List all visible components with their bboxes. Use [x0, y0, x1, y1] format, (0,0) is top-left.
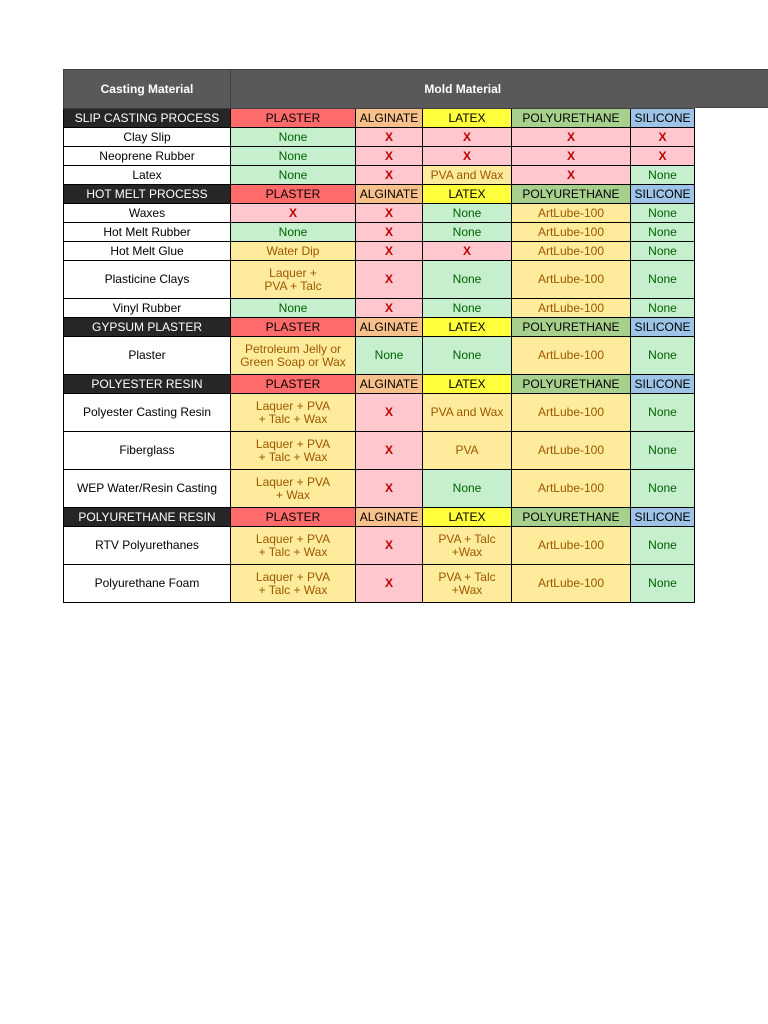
cell-polyurethane: X: [512, 166, 631, 185]
mold-header-latex: LATEX: [423, 318, 512, 337]
cell-polyurethane: ArtLube-100: [512, 394, 631, 432]
cell-silicone: None: [631, 565, 695, 603]
cell-silicone: None: [631, 337, 695, 375]
table-row: [64, 204, 695, 223]
cell-latex: PVA and Wax: [423, 394, 512, 432]
cell-alginate: X: [356, 527, 423, 565]
mold-material-header: Mold Material: [231, 70, 695, 109]
cell-polyurethane: ArtLube-100: [512, 527, 631, 565]
casting-material-label: WEP Water/Resin Casting: [64, 470, 231, 508]
mold-header-silicone: SILICONE: [631, 375, 695, 394]
cell-alginate: X: [356, 223, 423, 242]
section-label: GYPSUM PLASTER: [64, 318, 231, 337]
mold-header-polyurethane: POLYURETHANE: [512, 318, 631, 337]
mold-header-latex: LATEX: [423, 375, 512, 394]
cell-plaster: Laquer + PVA + Talc + Wax: [231, 432, 356, 470]
cell-polyurethane: ArtLube-100: [512, 242, 631, 261]
cell-latex: X: [423, 147, 512, 166]
casting-material-label: Plaster: [64, 337, 231, 375]
mold-header-alginate: ALGINATE: [356, 185, 423, 204]
table-row: [64, 261, 695, 299]
mold-header-plaster: PLASTER: [231, 185, 356, 204]
cell-alginate: X: [356, 204, 423, 223]
table-row: [64, 299, 695, 318]
section-header-row: [64, 375, 695, 394]
casting-material-label: Vinyl Rubber: [64, 299, 231, 318]
cell-silicone: None: [631, 394, 695, 432]
cell-polyurethane: ArtLube-100: [512, 299, 631, 318]
cell-silicone: None: [631, 432, 695, 470]
cell-latex: None: [423, 261, 512, 299]
cell-polyurethane: ArtLube-100: [512, 261, 631, 299]
cell-latex: PVA + Talc +Wax: [423, 565, 512, 603]
table-row: [64, 565, 695, 603]
casting-material-label: Latex: [64, 166, 231, 185]
cell-silicone: None: [631, 470, 695, 508]
mold-header-polyurethane: POLYURETHANE: [512, 508, 631, 527]
cell-silicone: None: [631, 527, 695, 565]
section-label: HOT MELT PROCESS: [64, 185, 231, 204]
header-row: [64, 70, 695, 109]
cell-alginate: None: [356, 337, 423, 375]
cell-plaster: Laquer + PVA + Talc: [231, 261, 356, 299]
table-row: [64, 242, 695, 261]
cell-alginate: X: [356, 299, 423, 318]
mold-header-plaster: PLASTER: [231, 508, 356, 527]
section-header-row: [64, 508, 695, 527]
cell-silicone: X: [631, 128, 695, 147]
cell-latex: PVA: [423, 432, 512, 470]
cell-polyurethane: X: [512, 128, 631, 147]
cell-polyurethane: ArtLube-100: [512, 432, 631, 470]
cell-plaster: None: [231, 147, 356, 166]
table-row: [64, 147, 695, 166]
cell-polyurethane: ArtLube-100: [512, 565, 631, 603]
section-header-row: [64, 109, 695, 128]
section-header-row: [64, 185, 695, 204]
mold-header-plaster: PLASTER: [231, 109, 356, 128]
cell-latex: None: [423, 337, 512, 375]
section-label: POLYESTER RESIN: [64, 375, 231, 394]
mold-header-silicone: SILICONE: [631, 109, 695, 128]
casting-material-label: Hot Melt Rubber: [64, 223, 231, 242]
casting-material-header: Casting Material: [64, 70, 231, 109]
cell-plaster: Laquer + PVA + Talc + Wax: [231, 527, 356, 565]
casting-material-label: Fiberglass: [64, 432, 231, 470]
table-row: [64, 223, 695, 242]
mold-header-latex: LATEX: [423, 508, 512, 527]
mold-header-polyurethane: POLYURETHANE: [512, 185, 631, 204]
cell-silicone: None: [631, 204, 695, 223]
cell-plaster: None: [231, 299, 356, 318]
cell-silicone: None: [631, 223, 695, 242]
mold-header-polyurethane: POLYURETHANE: [512, 109, 631, 128]
cell-latex: X: [423, 242, 512, 261]
mold-header-silicone: SILICONE: [631, 318, 695, 337]
mold-header-silicone: SILICONE: [631, 185, 695, 204]
mold-header-alginate: ALGINATE: [356, 375, 423, 394]
mold-header-plaster: PLASTER: [231, 375, 356, 394]
cell-latex: None: [423, 223, 512, 242]
cell-plaster: X: [231, 204, 356, 223]
table-row: [64, 432, 695, 470]
mold-header-plaster: PLASTER: [231, 318, 356, 337]
cell-polyurethane: ArtLube-100: [512, 337, 631, 375]
cell-alginate: X: [356, 147, 423, 166]
casting-material-label: Neoprene Rubber: [64, 147, 231, 166]
mold-header-polyurethane: POLYURETHANE: [512, 375, 631, 394]
section-header-row: [64, 318, 695, 337]
cell-plaster: Petroleum Jelly or Green Soap or Wax: [231, 337, 356, 375]
casting-material-label: RTV Polyurethanes: [64, 527, 231, 565]
mold-header-latex: LATEX: [423, 185, 512, 204]
mold-compatibility-table: [63, 69, 695, 603]
cell-alginate: X: [356, 432, 423, 470]
table-row: [64, 128, 695, 147]
casting-material-label: Plasticine Clays: [64, 261, 231, 299]
cell-plaster: Water Dip: [231, 242, 356, 261]
cell-silicone: X: [631, 147, 695, 166]
cell-alginate: X: [356, 394, 423, 432]
table-row: [64, 470, 695, 508]
casting-material-label: Clay Slip: [64, 128, 231, 147]
cell-polyurethane: X: [512, 147, 631, 166]
cell-silicone: None: [631, 166, 695, 185]
casting-material-label: Waxes: [64, 204, 231, 223]
cell-polyurethane: ArtLube-100: [512, 470, 631, 508]
mold-header-alginate: ALGINATE: [356, 508, 423, 527]
cell-alginate: X: [356, 242, 423, 261]
mold-header-silicone: SILICONE: [631, 508, 695, 527]
cell-alginate: X: [356, 166, 423, 185]
casting-material-label: Polyester Casting Resin: [64, 394, 231, 432]
cell-plaster: None: [231, 128, 356, 147]
mold-header-alginate: ALGINATE: [356, 318, 423, 337]
cell-polyurethane: ArtLube-100: [512, 204, 631, 223]
table-row: [64, 166, 695, 185]
cell-latex: PVA and Wax: [423, 166, 512, 185]
cell-silicone: None: [631, 299, 695, 318]
header-band-extension: [694, 69, 768, 108]
section-label: POLYURETHANE RESIN: [64, 508, 231, 527]
cell-plaster: Laquer + PVA + Wax: [231, 470, 356, 508]
table-row: [64, 527, 695, 565]
cell-plaster: None: [231, 223, 356, 242]
cell-alginate: X: [356, 470, 423, 508]
cell-silicone: None: [631, 242, 695, 261]
cell-plaster: Laquer + PVA + Talc + Wax: [231, 394, 356, 432]
cell-latex: X: [423, 128, 512, 147]
table-row: [64, 337, 695, 375]
cell-latex: None: [423, 204, 512, 223]
cell-polyurethane: ArtLube-100: [512, 223, 631, 242]
section-label: SLIP CASTING PROCESS: [64, 109, 231, 128]
casting-material-label: Hot Melt Glue: [64, 242, 231, 261]
mold-header-latex: LATEX: [423, 109, 512, 128]
table-row: [64, 394, 695, 432]
cell-plaster: None: [231, 166, 356, 185]
cell-latex: PVA + Talc +Wax: [423, 527, 512, 565]
cell-alginate: X: [356, 565, 423, 603]
cell-alginate: X: [356, 128, 423, 147]
cell-silicone: None: [631, 261, 695, 299]
cell-latex: None: [423, 470, 512, 508]
mold-header-alginate: ALGINATE: [356, 109, 423, 128]
cell-plaster: Laquer + PVA + Talc + Wax: [231, 565, 356, 603]
cell-latex: None: [423, 299, 512, 318]
cell-alginate: X: [356, 261, 423, 299]
casting-material-label: Polyurethane Foam: [64, 565, 231, 603]
